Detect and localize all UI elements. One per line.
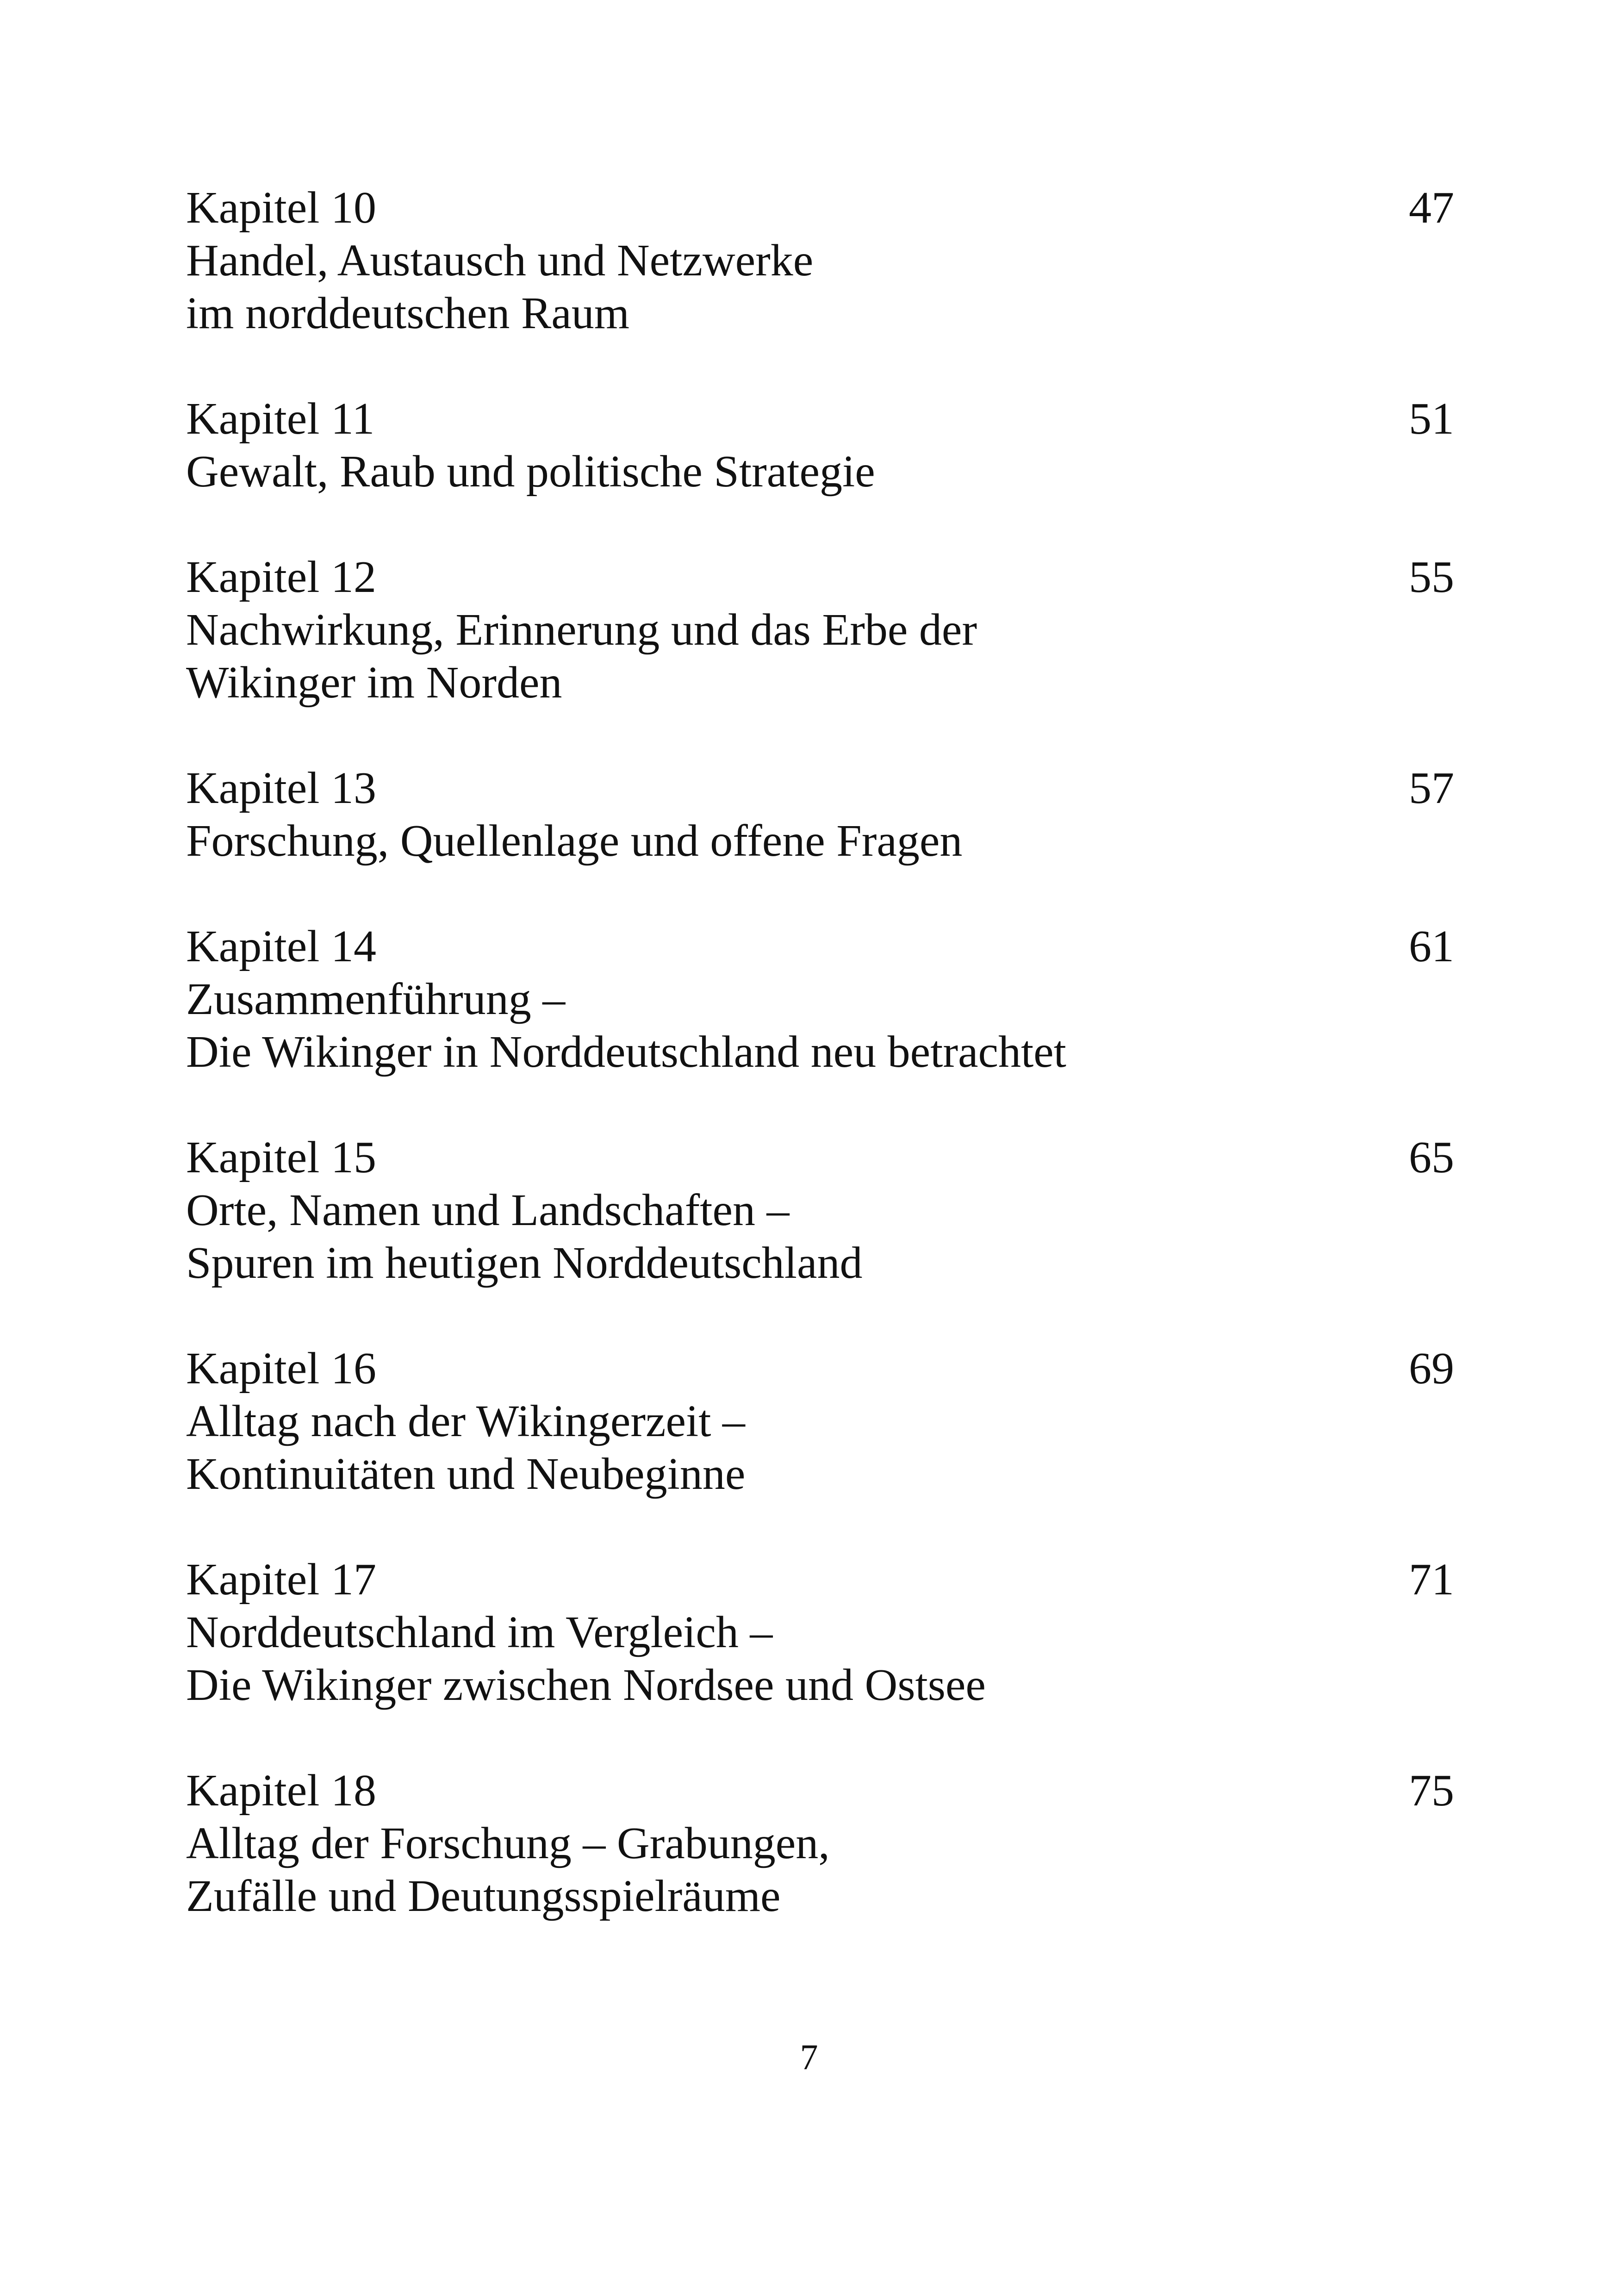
toc-entry — [186, 1342, 1454, 1500]
chapter-title: Norddeutschland im Vergleich – Die Wikinger zwischen Nordsee und Ostsee — [186, 1607, 986, 1710]
chapter-title: Zusammenführung – Die Wikinger in Norddeutschland neu betrachtet — [186, 974, 1066, 1077]
chapter-title: Forschung, Quellenlage und offene Fragen — [186, 816, 963, 866]
chapter-page-number: 57 — [1409, 763, 1454, 813]
chapter-page-number: 71 — [1409, 1555, 1454, 1605]
chapter-heading: Kapitel 17 — [186, 1555, 376, 1605]
toc-entry — [186, 1553, 1454, 1711]
chapter-page-number: 51 — [1409, 394, 1454, 444]
chapter-title: Nachwirkung, Erinnerung und das Erbe der Wikinger im Norden — [186, 605, 977, 708]
chapter-page-number: 61 — [1409, 921, 1454, 971]
toc-entry — [186, 1131, 1454, 1289]
chapter-page-number: 65 — [1409, 1132, 1454, 1182]
toc-entry — [186, 1764, 1454, 1923]
chapter-title: Alltag nach der Wikingerzeit – Kontinuitäten und Neubeginne — [186, 1396, 746, 1499]
page-number: 7 — [800, 2037, 818, 2077]
table-of-contents — [186, 181, 1454, 1923]
toc-entry — [186, 762, 1454, 867]
chapter-title: Orte, Namen und Landschaften – Spuren im heutigen Norddeutschland — [186, 1185, 863, 1288]
toc-entry — [186, 551, 1454, 709]
chapter-page-number: 55 — [1409, 552, 1454, 602]
chapter-page-number: 75 — [1409, 1766, 1454, 1816]
chapter-heading: Kapitel 14 — [186, 921, 376, 971]
chapter-page-number: 69 — [1409, 1344, 1454, 1394]
chapter-title: Handel, Austausch und Netzwerke im norddeutschen Raum — [186, 236, 814, 338]
chapter-title: Alltag der Forschung – Grabungen, Zufälle und Deutungsspielräume — [186, 1818, 830, 1921]
chapter-page-number: 47 — [1409, 183, 1454, 233]
chapter-heading: Kapitel 10 — [186, 183, 376, 233]
chapter-heading: Kapitel 12 — [186, 552, 376, 602]
chapter-title: Gewalt, Raub und politische Strategie — [186, 447, 875, 497]
chapter-heading: Kapitel 16 — [186, 1344, 376, 1394]
toc-entry — [186, 392, 1454, 498]
toc-entry — [186, 920, 1454, 1078]
chapter-heading: Kapitel 13 — [186, 763, 376, 813]
toc-entry — [186, 181, 1454, 340]
chapter-heading: Kapitel 15 — [186, 1132, 376, 1182]
chapter-heading: Kapitel 11 — [186, 394, 375, 444]
chapter-heading: Kapitel 18 — [186, 1766, 376, 1816]
